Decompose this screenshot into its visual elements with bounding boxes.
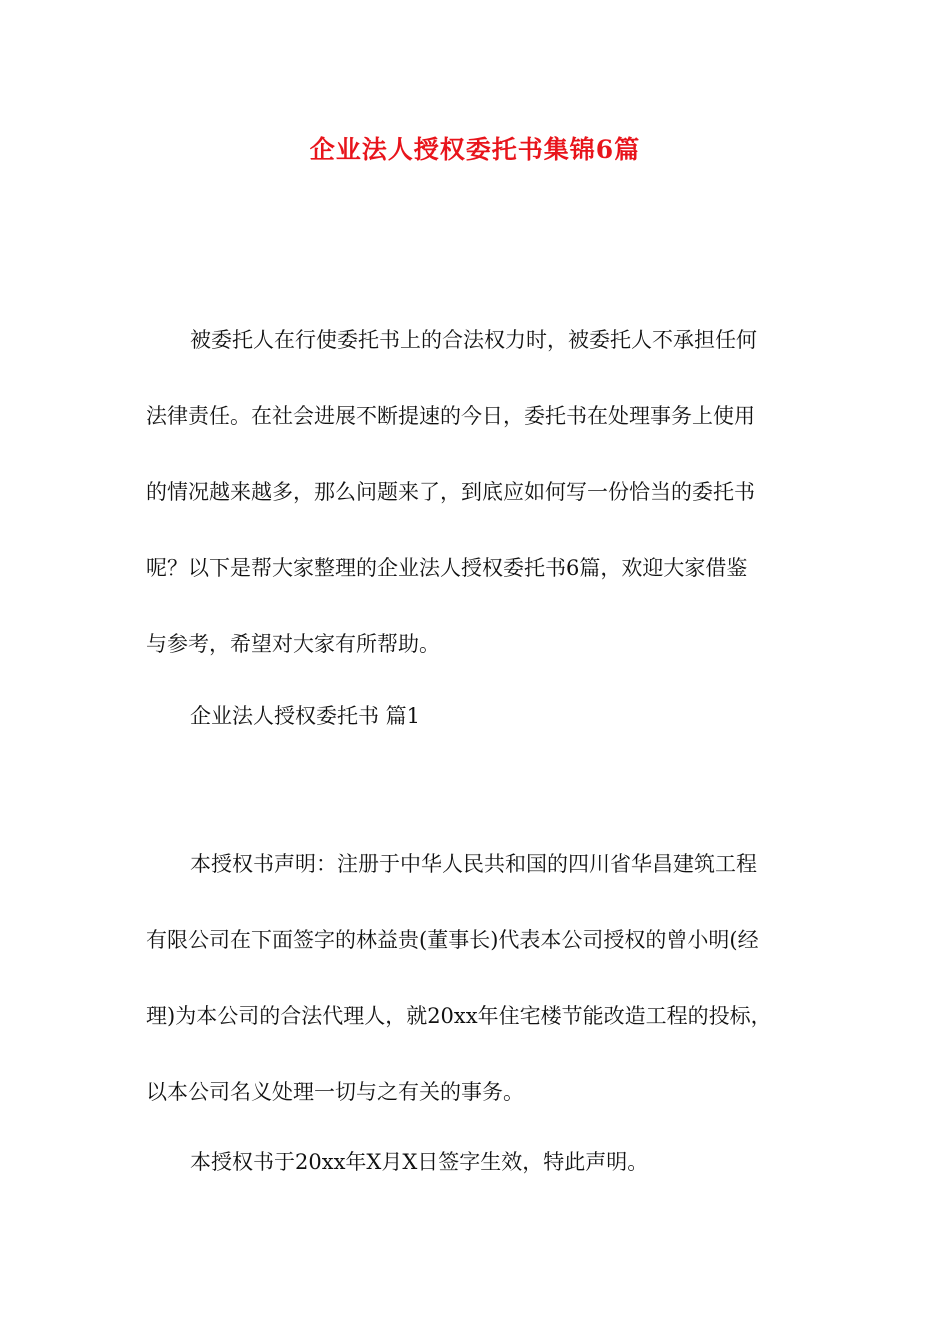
effective-paragraph: [146, 1124, 806, 1200]
document-title: 企业法人授权委托书集锦6篇: [309, 135, 641, 164]
section-heading: 企业法人授权委托书 篇1: [190, 704, 421, 728]
intro-paragraph: [146, 302, 806, 682]
statement-line: 以本公司名义处理一切与之有关的事务。: [146, 1080, 524, 1104]
statement-line: 理)为本公司的合法代理人，就20xx年住宅楼节能改造工程的投标，: [146, 1004, 772, 1028]
intro-line: 呢？以下是帮大家整理的企业法人授权委托书6篇，欢迎大家借鉴: [146, 556, 748, 580]
intro-line: 与参考，希望对大家有所帮助。: [146, 632, 440, 656]
statement-line: 有限公司在下面签字的林益贵(董事长)代表本公司授权的曾小明(经: [146, 928, 759, 952]
statement-paragraph: [146, 826, 806, 1130]
statement-line: 本授权书声明：注册于中华人民共和国的四川省华昌建筑工程: [190, 852, 757, 876]
intro-line: 的情况越来越多，那么问题来了，到底应如何写一份恰当的委托书: [146, 480, 755, 504]
effective-line: 本授权书于20xx年X月X日签字生效，特此声明。: [190, 1150, 649, 1174]
section-heading-paragraph: [146, 678, 806, 754]
intro-line: 法律责任。在社会进展不断提速的今日，委托书在处理事务上使用: [146, 404, 755, 428]
intro-line: 被委托人在行使委托书上的合法权力时，被委托人不承担任何: [190, 328, 757, 352]
